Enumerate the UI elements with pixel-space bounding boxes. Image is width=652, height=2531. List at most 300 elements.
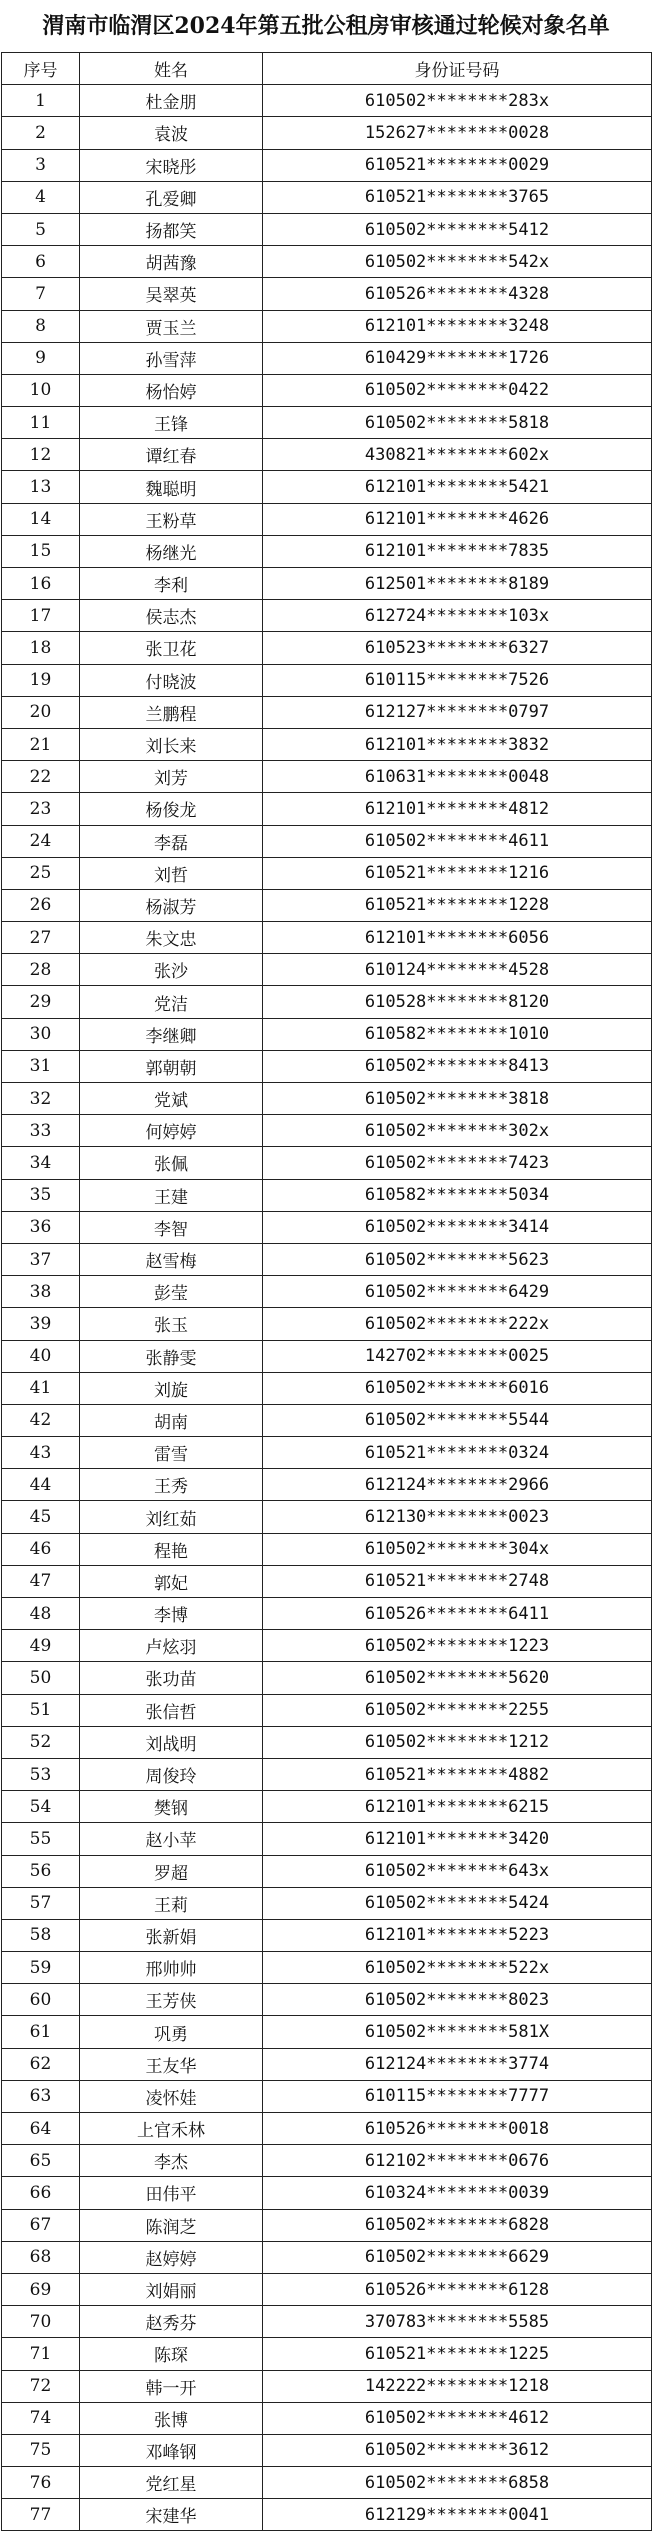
id-number-cell: 612127********0797 [263, 696, 652, 728]
table-row [2, 2177, 652, 2209]
seq-cell: 63 [2, 2080, 80, 2112]
name-cell: 邓峰钢 [80, 2434, 263, 2466]
seq-cell: 5 [2, 213, 80, 245]
name-cell: 李杰 [80, 2145, 263, 2177]
name-cell: 上官禾林 [80, 2113, 263, 2145]
seq-cell: 42 [2, 1404, 80, 1436]
seq-cell: 10 [2, 374, 80, 406]
seq-cell: 39 [2, 1308, 80, 1340]
table-row [2, 889, 652, 921]
id-number-cell: 610521********4882 [263, 1758, 652, 1790]
name-cell: 周俊玲 [80, 1758, 263, 1790]
id-number-cell: 610631********0048 [263, 761, 652, 793]
table-row [2, 181, 652, 213]
name-cell: 韩一开 [80, 2370, 263, 2402]
seq-cell: 37 [2, 1243, 80, 1275]
id-number-cell: 610521********3765 [263, 181, 652, 213]
seq-cell: 27 [2, 922, 80, 954]
seq-cell: 41 [2, 1372, 80, 1404]
id-number-cell: 610528********8120 [263, 986, 652, 1018]
seq-cell: 3 [2, 149, 80, 181]
seq-cell: 49 [2, 1630, 80, 1662]
table-row [2, 1404, 652, 1436]
seq-cell: 48 [2, 1598, 80, 1630]
seq-cell: 34 [2, 1147, 80, 1179]
seq-cell: 51 [2, 1694, 80, 1726]
id-number-cell: 152627********0028 [263, 117, 652, 149]
seq-cell: 64 [2, 2113, 80, 2145]
id-number-cell: 612501********8189 [263, 568, 652, 600]
id-number-cell: 610582********1010 [263, 1018, 652, 1050]
name-cell: 李继卿 [80, 1018, 263, 1050]
seq-cell: 22 [2, 761, 80, 793]
name-cell: 孙雪萍 [80, 342, 263, 374]
name-cell: 郭妃 [80, 1565, 263, 1597]
seq-cell: 62 [2, 2048, 80, 2080]
name-cell: 赵婷婷 [80, 2241, 263, 2273]
name-cell: 党洁 [80, 986, 263, 1018]
table-row [2, 986, 652, 1018]
id-number-cell: 610502********1212 [263, 1726, 652, 1758]
seq-cell: 30 [2, 1018, 80, 1050]
seq-cell: 15 [2, 535, 80, 567]
id-number-cell: 610124********4528 [263, 954, 652, 986]
name-cell: 张卫花 [80, 632, 263, 664]
seq-cell: 26 [2, 889, 80, 921]
seq-cell: 69 [2, 2273, 80, 2305]
table-row [2, 439, 652, 471]
name-cell: 胡茜豫 [80, 246, 263, 278]
id-number-cell: 612124********2966 [263, 1469, 652, 1501]
table-row [2, 664, 652, 696]
seq-cell: 33 [2, 1115, 80, 1147]
table-row [2, 1179, 652, 1211]
name-cell: 王友华 [80, 2048, 263, 2080]
id-number-cell: 610502********3414 [263, 1211, 652, 1243]
name-cell: 李利 [80, 568, 263, 600]
seq-cell: 60 [2, 1984, 80, 2016]
id-number-cell: 610526********6411 [263, 1598, 652, 1630]
id-number-cell: 610521********2748 [263, 1565, 652, 1597]
name-cell: 巩勇 [80, 2016, 263, 2048]
table-row [2, 1565, 652, 1597]
id-number-cell: 612102********0676 [263, 2145, 652, 2177]
id-number-cell: 610502********222x [263, 1308, 652, 1340]
name-cell: 张佩 [80, 1147, 263, 1179]
id-number-cell: 610429********1726 [263, 342, 652, 374]
name-cell: 樊钢 [80, 1791, 263, 1823]
name-cell: 刘长来 [80, 728, 263, 760]
table-row [2, 568, 652, 600]
table-row [2, 1243, 652, 1275]
table-row [2, 374, 652, 406]
name-cell: 袁波 [80, 117, 263, 149]
id-number-cell: 610115********7777 [263, 2080, 652, 2112]
id-number-cell: 612101********6056 [263, 922, 652, 954]
id-number-cell: 610502********0422 [263, 374, 652, 406]
seq-cell: 61 [2, 2016, 80, 2048]
name-cell: 侯志杰 [80, 600, 263, 632]
table-row [2, 1469, 652, 1501]
name-cell: 李博 [80, 1598, 263, 1630]
id-number-cell: 610521********0324 [263, 1437, 652, 1469]
id-number-cell: 610521********1225 [263, 2338, 652, 2370]
seq-cell: 8 [2, 310, 80, 342]
name-cell: 何婷婷 [80, 1115, 263, 1147]
name-cell: 邢帅帅 [80, 1952, 263, 1984]
id-number-cell: 610115********7526 [263, 664, 652, 696]
table-row [2, 2273, 652, 2305]
name-cell: 吴翠英 [80, 278, 263, 310]
seq-cell: 44 [2, 1469, 80, 1501]
table-row [2, 600, 652, 632]
seq-cell: 47 [2, 1565, 80, 1597]
id-number-cell: 610502********4611 [263, 825, 652, 857]
seq-cell: 57 [2, 1887, 80, 1919]
seq-cell: 4 [2, 181, 80, 213]
name-cell: 李磊 [80, 825, 263, 857]
seq-cell: 50 [2, 1662, 80, 1694]
table-row [2, 1887, 652, 1919]
table-row [2, 2306, 652, 2338]
seq-cell: 24 [2, 825, 80, 857]
seq-cell: 17 [2, 600, 80, 632]
id-number-cell: 612101********4812 [263, 793, 652, 825]
table-row [2, 2499, 652, 2531]
table-row [2, 1694, 652, 1726]
name-cell: 张静雯 [80, 1340, 263, 1372]
name-cell: 孔爱卿 [80, 181, 263, 213]
table-row [2, 1630, 652, 1662]
seq-cell: 46 [2, 1533, 80, 1565]
seq-cell: 65 [2, 2145, 80, 2177]
header-name: 姓名 [80, 53, 263, 85]
seq-cell: 2 [2, 117, 80, 149]
table-row [2, 696, 652, 728]
seq-cell: 29 [2, 986, 80, 1018]
table-row [2, 632, 652, 664]
seq-cell: 58 [2, 1919, 80, 1951]
table-row [2, 2370, 652, 2402]
seq-cell: 56 [2, 1855, 80, 1887]
seq-cell: 40 [2, 1340, 80, 1372]
name-cell: 王莉 [80, 1887, 263, 1919]
id-number-cell: 142702********0025 [263, 1340, 652, 1372]
table-row [2, 1662, 652, 1694]
table-row [2, 1308, 652, 1340]
table-row [2, 1115, 652, 1147]
name-cell: 陈琛 [80, 2338, 263, 2370]
seq-cell: 28 [2, 954, 80, 986]
name-cell: 杨淑芳 [80, 889, 263, 921]
id-number-cell: 610502********6016 [263, 1372, 652, 1404]
seq-cell: 20 [2, 696, 80, 728]
name-cell: 刘芳 [80, 761, 263, 793]
table-row [2, 1501, 652, 1533]
table-row [2, 1855, 652, 1887]
name-cell: 宋晓彤 [80, 149, 263, 181]
seq-cell: 6 [2, 246, 80, 278]
seq-cell: 11 [2, 407, 80, 439]
name-cell: 张新娟 [80, 1919, 263, 1951]
id-number-cell: 610521********1228 [263, 889, 652, 921]
table-row [2, 342, 652, 374]
id-number-cell: 610502********1223 [263, 1630, 652, 1662]
id-number-cell: 612101********3420 [263, 1823, 652, 1855]
name-cell: 宋建华 [80, 2499, 263, 2531]
table-row [2, 1952, 652, 1984]
seq-cell: 32 [2, 1083, 80, 1115]
id-number-cell: 610502********5424 [263, 1887, 652, 1919]
id-number-cell: 610502********6828 [263, 2209, 652, 2241]
table-row [2, 1083, 652, 1115]
name-cell: 田伟平 [80, 2177, 263, 2209]
id-number-cell: 610502********5544 [263, 1404, 652, 1436]
name-cell: 郭朝朝 [80, 1050, 263, 1082]
seq-cell: 36 [2, 1211, 80, 1243]
name-cell: 卢炫羽 [80, 1630, 263, 1662]
table-body [2, 85, 652, 2531]
id-number-cell: 612101********7835 [263, 535, 652, 567]
seq-cell: 12 [2, 439, 80, 471]
table-row [2, 1726, 652, 1758]
seq-cell: 45 [2, 1501, 80, 1533]
id-number-cell: 612101********3248 [263, 310, 652, 342]
table-row [2, 2241, 652, 2273]
name-cell: 王粉草 [80, 503, 263, 535]
id-number-cell: 610502********643x [263, 1855, 652, 1887]
name-cell: 张沙 [80, 954, 263, 986]
seq-cell: 31 [2, 1050, 80, 1082]
name-cell: 张博 [80, 2402, 263, 2434]
table-row [2, 1533, 652, 1565]
id-number-cell: 610523********6327 [263, 632, 652, 664]
document-title: 渭南市临渭区2024年第五批公租房审核通过轮候对象名单 [42, 13, 610, 39]
name-cell: 刘娟丽 [80, 2273, 263, 2305]
id-number-cell: 610502********3612 [263, 2434, 652, 2466]
table-row [2, 1018, 652, 1050]
table-row [2, 857, 652, 889]
seq-cell: 74 [2, 2402, 80, 2434]
name-cell: 张信哲 [80, 1694, 263, 1726]
table-row [2, 1984, 652, 2016]
name-cell: 程艳 [80, 1533, 263, 1565]
id-number-cell: 610502********5623 [263, 1243, 652, 1275]
name-cell: 兰鹏程 [80, 696, 263, 728]
name-cell: 魏聪明 [80, 471, 263, 503]
id-number-cell: 610502********5818 [263, 407, 652, 439]
id-number-cell: 612101********4626 [263, 503, 652, 535]
name-cell: 赵雪梅 [80, 1243, 263, 1275]
table-row [2, 922, 652, 954]
name-cell: 付晓波 [80, 664, 263, 696]
table-row [2, 954, 652, 986]
name-cell: 罗超 [80, 1855, 263, 1887]
id-number-cell: 610502********5412 [263, 213, 652, 245]
name-cell: 王芳侠 [80, 1984, 263, 2016]
name-cell: 党红星 [80, 2467, 263, 2499]
seq-cell: 18 [2, 632, 80, 664]
table-row [2, 471, 652, 503]
name-cell: 谭红春 [80, 439, 263, 471]
seq-cell: 53 [2, 1758, 80, 1790]
name-cell: 赵秀芬 [80, 2306, 263, 2338]
id-number-cell: 610502********542x [263, 246, 652, 278]
table-row [2, 1276, 652, 1308]
name-cell: 雷雪 [80, 1437, 263, 1469]
table-row [2, 2016, 652, 2048]
table-row [2, 1050, 652, 1082]
name-cell: 王锋 [80, 407, 263, 439]
name-cell: 扬都笑 [80, 213, 263, 245]
name-cell: 杨怡婷 [80, 374, 263, 406]
id-number-cell: 612124********3774 [263, 2048, 652, 2080]
table-row [2, 1437, 652, 1469]
name-cell: 刘战明 [80, 1726, 263, 1758]
id-number-cell: 610526********4328 [263, 278, 652, 310]
name-cell: 杨继光 [80, 535, 263, 567]
table-row [2, 1823, 652, 1855]
table-row [2, 1758, 652, 1790]
table-row [2, 2145, 652, 2177]
seq-cell: 66 [2, 2177, 80, 2209]
seq-cell: 68 [2, 2241, 80, 2273]
seq-cell: 16 [2, 568, 80, 600]
name-cell: 贾玉兰 [80, 310, 263, 342]
name-cell: 刘哲 [80, 857, 263, 889]
name-cell: 赵小苹 [80, 1823, 263, 1855]
table-row [2, 2467, 652, 2499]
seq-cell: 14 [2, 503, 80, 535]
id-number-cell: 610502********5620 [263, 1662, 652, 1694]
id-number-cell: 430821********602x [263, 439, 652, 471]
name-cell: 李智 [80, 1211, 263, 1243]
id-number-cell: 612129********0041 [263, 2499, 652, 2531]
table-header-row [2, 53, 652, 85]
table-row [2, 2209, 652, 2241]
seq-cell: 43 [2, 1437, 80, 1469]
table-row [2, 278, 652, 310]
id-number-cell: 612101********6215 [263, 1791, 652, 1823]
seq-cell: 77 [2, 2499, 80, 2531]
table-row [2, 1147, 652, 1179]
table-row [2, 2338, 652, 2370]
seq-cell: 55 [2, 1823, 80, 1855]
table-row [2, 117, 652, 149]
seq-cell: 21 [2, 728, 80, 760]
seq-cell: 76 [2, 2467, 80, 2499]
table-row [2, 1211, 652, 1243]
table-row [2, 246, 652, 278]
seq-cell: 75 [2, 2434, 80, 2466]
table-row [2, 1598, 652, 1630]
table-row [2, 503, 652, 535]
id-number-cell: 610502********302x [263, 1115, 652, 1147]
name-cell: 陈润芝 [80, 2209, 263, 2241]
id-number-cell: 610502********283x [263, 85, 652, 117]
id-number-cell: 610502********6858 [263, 2467, 652, 2499]
id-number-cell: 612724********103x [263, 600, 652, 632]
id-number-cell: 610502********4612 [263, 2402, 652, 2434]
name-cell: 胡南 [80, 1404, 263, 1436]
seq-cell: 35 [2, 1179, 80, 1211]
id-number-cell: 612101********5421 [263, 471, 652, 503]
table-row [2, 761, 652, 793]
table-row [2, 2080, 652, 2112]
id-number-cell: 610502********7423 [263, 1147, 652, 1179]
id-number-cell: 610521********1216 [263, 857, 652, 889]
id-number-cell: 610502********304x [263, 1533, 652, 1565]
name-cell: 杨俊龙 [80, 793, 263, 825]
seq-cell: 70 [2, 2306, 80, 2338]
id-number-cell: 610502********581X [263, 2016, 652, 2048]
name-cell: 凌怀娃 [80, 2080, 263, 2112]
id-number-cell: 610502********522x [263, 1952, 652, 1984]
table-row [2, 2113, 652, 2145]
name-cell: 刘旋 [80, 1372, 263, 1404]
name-cell: 张玉 [80, 1308, 263, 1340]
table-row [2, 310, 652, 342]
seq-cell: 72 [2, 2370, 80, 2402]
seq-cell: 23 [2, 793, 80, 825]
seq-cell: 52 [2, 1726, 80, 1758]
id-number-cell: 610502********8413 [263, 1050, 652, 1082]
seq-cell: 25 [2, 857, 80, 889]
table-row [2, 2434, 652, 2466]
name-cell: 杜金朋 [80, 85, 263, 117]
header-id-number: 身份证号码 [263, 53, 652, 85]
id-number-cell: 610324********0039 [263, 2177, 652, 2209]
name-cell: 党斌 [80, 1083, 263, 1115]
id-number-cell: 142222********1218 [263, 2370, 652, 2402]
id-number-cell: 610521********0029 [263, 149, 652, 181]
id-number-cell: 610526********6128 [263, 2273, 652, 2305]
name-cell: 朱文忠 [80, 922, 263, 954]
id-number-cell: 610582********5034 [263, 1179, 652, 1211]
seq-cell: 19 [2, 664, 80, 696]
seq-cell: 9 [2, 342, 80, 374]
table-row [2, 149, 652, 181]
table-row [2, 407, 652, 439]
id-number-cell: 370783********5585 [263, 2306, 652, 2338]
name-cell: 刘红茹 [80, 1501, 263, 1533]
name-cell: 彭莹 [80, 1276, 263, 1308]
id-number-cell: 610502********3818 [263, 1083, 652, 1115]
id-number-cell: 610502********6629 [263, 2241, 652, 2273]
id-number-cell: 610502********8023 [263, 1984, 652, 2016]
table-row [2, 2402, 652, 2434]
id-number-cell: 612130********0023 [263, 1501, 652, 1533]
id-number-cell: 612101********3832 [263, 728, 652, 760]
id-number-cell: 610502********6429 [263, 1276, 652, 1308]
id-number-cell: 610502********2255 [263, 1694, 652, 1726]
id-number-cell: 610526********0018 [263, 2113, 652, 2145]
name-cell: 王秀 [80, 1469, 263, 1501]
table-row [2, 1919, 652, 1951]
table-row [2, 2048, 652, 2080]
id-number-cell: 612101********5223 [263, 1919, 652, 1951]
applicant-table [1, 52, 652, 2531]
table-row [2, 1340, 652, 1372]
table-row [2, 535, 652, 567]
table-row [2, 825, 652, 857]
seq-cell: 1 [2, 85, 80, 117]
table-row [2, 1791, 652, 1823]
table-row [2, 85, 652, 117]
seq-cell: 71 [2, 2338, 80, 2370]
seq-cell: 38 [2, 1276, 80, 1308]
table-row [2, 793, 652, 825]
